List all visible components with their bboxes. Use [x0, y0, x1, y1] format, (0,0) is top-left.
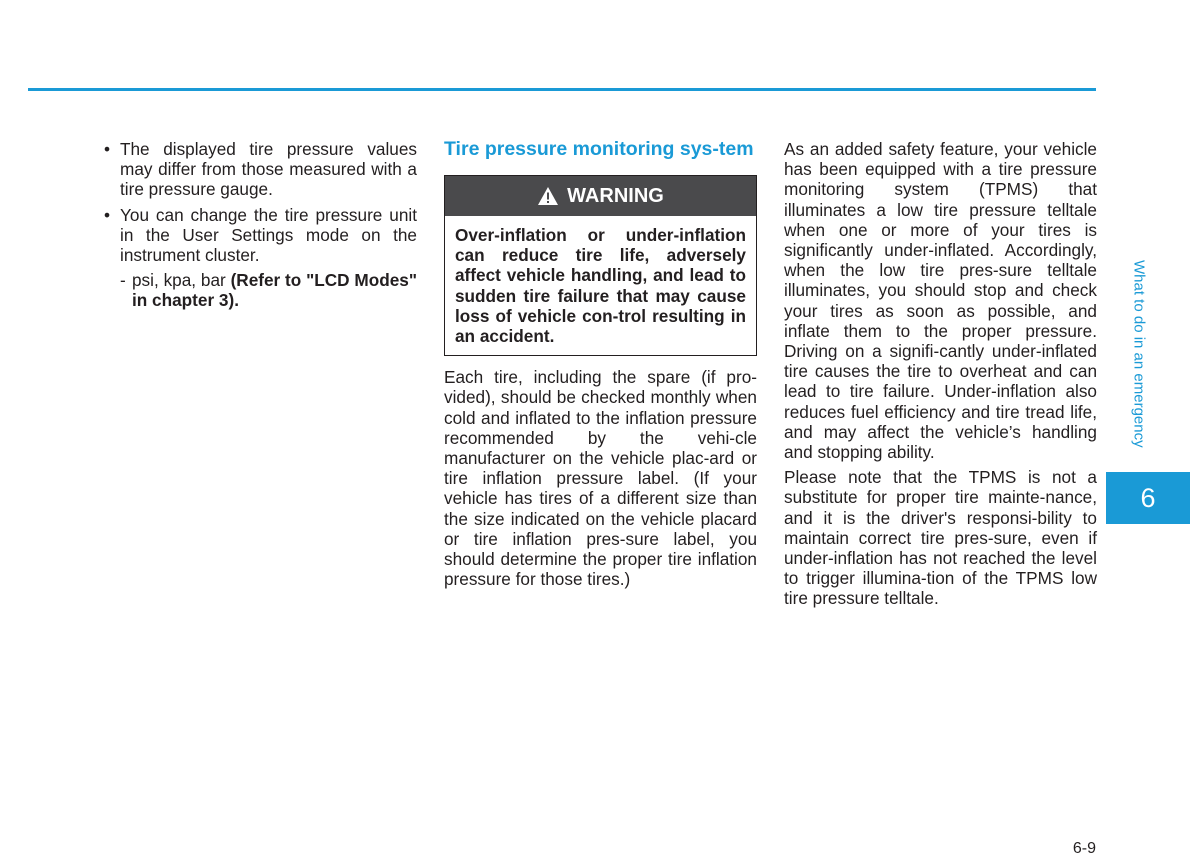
warning-text: Over-inflation or under-inflation can reduce tire life, adversely affect vehicle handling, and lead to sudden tire failure that may cause loss of vehicle con-trol resulting in an accident.	[455, 225, 746, 347]
warning-box	[444, 175, 757, 356]
chapter-title: What to do in an emergency	[1130, 260, 1148, 448]
bullet-list	[104, 139, 417, 265]
dash-marker: -	[120, 270, 126, 291]
middle-column	[444, 139, 757, 589]
sub-item-text: psi, kpa, bar	[132, 270, 231, 291]
sub-item-reference: (Refer to "LCD Modes" in chapter 3).	[132, 270, 417, 311]
warning-label: WARNING	[567, 184, 664, 207]
header-rule	[28, 88, 1096, 91]
bullet-item: • You can change the tire pressure unit in the User Settings mode on the instrument cluster.	[104, 205, 417, 266]
right-column	[784, 139, 1097, 609]
page-number: 6-9	[1072, 840, 1096, 857]
body-paragraph: Please note that the TPMS is not a substitute for proper tire mainte-nance, and it is the driver's responsi-bility to maintain correct tire pres-sure, even if under-inflation has not reached the level to trigger illumina-tion of the TPMS low tire pressure telltale.	[784, 467, 1097, 609]
section-title: Tire pressure monitoring sys-tem	[444, 138, 754, 160]
sub-item	[104, 270, 417, 310]
chapter-side-label	[1128, 242, 1150, 466]
chapter-tab: 6	[1106, 472, 1190, 524]
left-column	[104, 139, 417, 311]
body-paragraph: As an added safety feature, your vehicle has been equipped with a tire pressure monitoring system (TPMS) that illuminates a low tire pressure telltale when one or more of your tires is significantly under-inflated. Accordingly, when the low tire pres-sure telltale illuminates, you should stop and check your tires as soon as possible, and inflate them to the proper pressure. Driving on a signifi-cantly under-inflated tire causes the tire to overheat and can lead to tire failure. Under-inflation also reduces fuel efficiency and tire tread life, and may affect the vehicle’s handling and stopping ability.	[784, 139, 1097, 463]
bullet-item: • The displayed tire pressure values may differ from those measured with a tire pressure gauge.	[104, 139, 417, 200]
body-paragraph: Each tire, including the spare (if pro-vided), should be checked monthly when cold and inflated to the inflation pressure recommended by the vehi-cle manufacturer on the vehicle plac-ard or tire inflation pressure label. (If your vehicle has tires of a different size than the size indicated on the vehicle placard or tire inflation pres-sure label, you should determine the proper tire inflation pressure for those tires.)	[444, 367, 757, 590]
warning-triangle-icon	[537, 186, 559, 206]
warning-header	[445, 176, 756, 216]
